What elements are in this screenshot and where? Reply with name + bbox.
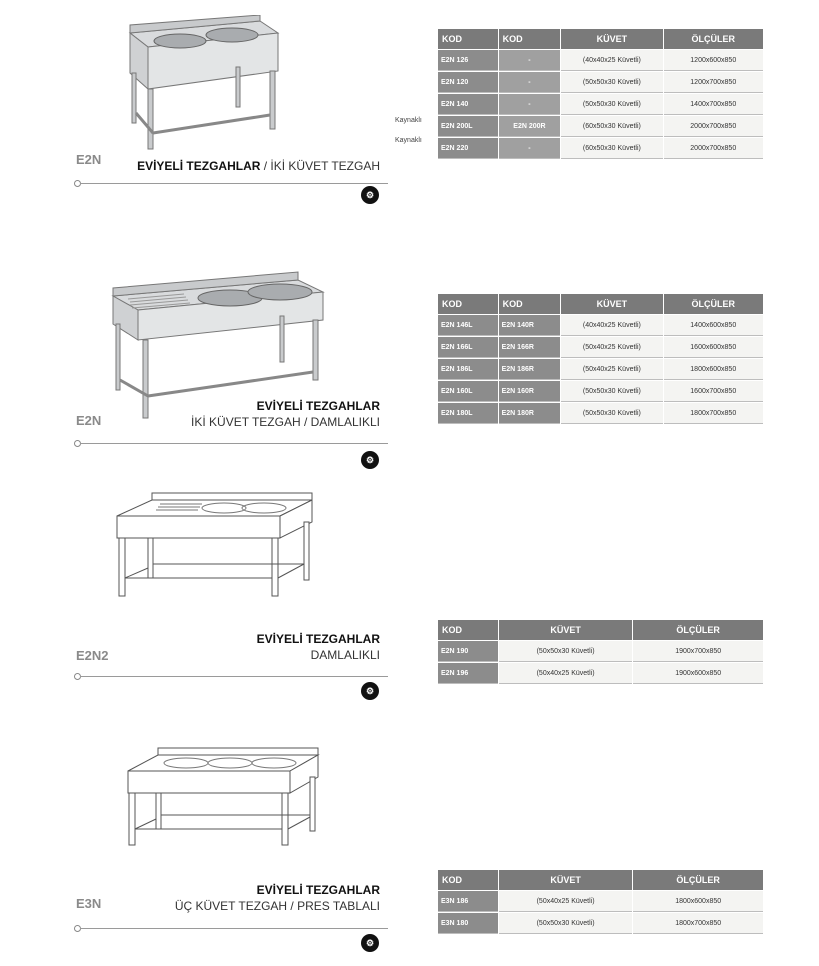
product-title (137, 158, 380, 174)
divider-line (80, 928, 388, 929)
cell-kuvet: (40x40x25 Küvetli) (561, 50, 662, 71)
table-row (438, 359, 763, 380)
product-title (257, 631, 380, 663)
certification-mark-icon: ⚙ (361, 186, 379, 204)
side-note: Kaynaklı (395, 117, 422, 124)
certification-mark-icon: ⚙ (361, 451, 379, 469)
product-title-bold: EVİYELİ TEZGAHLAR (137, 159, 261, 173)
table-row (438, 116, 763, 137)
cell-kuvet: (40x40x25 Küvetli) (561, 315, 662, 336)
product-image-e2n-double-sink (120, 15, 285, 155)
header-kod: KOD (499, 29, 561, 49)
cell-olculer: 1200x600x850 (664, 50, 763, 71)
cell-kod: E2N 140 (438, 94, 498, 115)
header-kod: KOD (438, 294, 498, 314)
table-row (438, 891, 763, 912)
cell-kod: E2N 160L (438, 381, 498, 402)
cell-kod: E2N 166L (438, 337, 498, 358)
cell-kod: E2N 180L (438, 403, 498, 424)
certification-mark-icon: ⚙ (361, 934, 379, 952)
cell-kod: E2N 200L (438, 116, 498, 137)
cell-kuvet: (60x50x30 Küvetli) (561, 116, 662, 137)
cell-olculer: 1900x700x850 (633, 641, 763, 662)
header-kod: KOD (499, 294, 561, 314)
table-row (438, 50, 763, 71)
cell-kuvet: (50x50x30 Küvetli) (561, 94, 662, 115)
cell-kod: E2N 120 (438, 72, 498, 93)
cell-kod-alt: E2N 186R (499, 359, 561, 380)
product-title-bold: EVİYELİ TEZGAHLAR (256, 399, 380, 413)
table-row (438, 72, 763, 93)
product-image-e3n-line-drawing (124, 745, 322, 851)
cell-kuvet: (50x40x25 Küvetli) (561, 359, 662, 380)
cell-olculer: 1800x700x850 (633, 913, 763, 934)
table-row (438, 315, 763, 336)
cell-kod-alt: E2N 140R (499, 315, 561, 336)
product-code: E3N (76, 896, 102, 911)
cell-kod: E2N 196 (438, 663, 498, 684)
divider-line (80, 443, 388, 444)
table-row (438, 138, 763, 159)
cell-olculer: 1400x600x850 (664, 315, 763, 336)
cell-kod: E2N 186L (438, 359, 498, 380)
cell-olculer: 2000x700x850 (664, 138, 763, 159)
product-image-e2n2-line-drawing (112, 490, 317, 602)
cell-kod-alt: E2N 180R (499, 403, 561, 424)
cell-kuvet: (50x50x30 Küvetli) (561, 72, 662, 93)
cell-kod-alt: - (499, 138, 561, 159)
header-kuvet: KÜVET (561, 29, 662, 49)
cell-kod: E2N 146L (438, 315, 498, 336)
cell-olculer: 1900x600x850 (633, 663, 763, 684)
table-row (438, 337, 763, 358)
product-title (175, 882, 380, 914)
cell-olculer: 1800x600x850 (633, 891, 763, 912)
header-kod: KOD (438, 620, 498, 640)
cell-kod-alt: - (499, 94, 561, 115)
cell-kuvet: (50x40x25 Küvetli) (561, 337, 662, 358)
side-note: Kaynaklı (395, 137, 422, 144)
product-title-bold: EVİYELİ TEZGAHLAR (256, 632, 380, 646)
cell-kod-alt: - (499, 72, 561, 93)
cell-kod: E2N 126 (438, 50, 498, 71)
table-row (438, 403, 763, 424)
cell-kod-alt: E2N 160R (499, 381, 561, 402)
divider-line (80, 676, 388, 677)
cell-kod: E2N 220 (438, 138, 498, 159)
product-code: E2N2 (76, 648, 109, 663)
cell-olculer: 1200x700x850 (664, 72, 763, 93)
spec-table (437, 293, 764, 425)
cell-olculer: 1800x700x850 (664, 403, 763, 424)
header-olculer: ÖLÇÜLER (633, 870, 763, 890)
cell-kod-alt: - (499, 50, 561, 71)
cell-olculer: 1800x600x850 (664, 359, 763, 380)
cell-kod-alt: E2N 166R (499, 337, 561, 358)
header-olculer: ÖLÇÜLER (664, 29, 763, 49)
header-kuvet: KÜVET (499, 870, 633, 890)
cell-olculer: 1400x700x850 (664, 94, 763, 115)
product-title-line2: İKİ KÜVET TEZGAH / DAMLALIKLI (191, 415, 380, 429)
product-title-line2: ÜÇ KÜVET TEZGAH / PRES TABLALI (174, 899, 380, 913)
product-title (191, 398, 380, 430)
header-kuvet: KÜVET (499, 620, 633, 640)
cell-kuvet: (60x50x30 Küvetli) (561, 138, 662, 159)
table-row (438, 94, 763, 115)
cell-kuvet: (50x50x30 Küvetli) (499, 913, 633, 934)
cell-kuvet: (50x40x25 Küvetli) (499, 663, 633, 684)
cell-kuvet: (50x50x30 Küvetli) (561, 403, 662, 424)
header-olculer: ÖLÇÜLER (633, 620, 763, 640)
cell-olculer: 1600x600x850 (664, 337, 763, 358)
cell-kuvet: (50x40x25 Küvetli) (499, 891, 633, 912)
spec-table (437, 619, 764, 685)
header-olculer: ÖLÇÜLER (664, 294, 763, 314)
spec-table (437, 869, 764, 935)
cell-kod: E3N 180 (438, 913, 498, 934)
cell-kuvet: (50x50x30 Küvetli) (561, 381, 662, 402)
table-row (438, 913, 763, 934)
table-row (438, 663, 763, 684)
product-title-light: / İKİ KÜVET TEZGAH (260, 159, 380, 173)
header-kuvet: KÜVET (561, 294, 662, 314)
cell-kod: E2N 190 (438, 641, 498, 662)
divider-line (80, 183, 388, 184)
cell-kuvet: (50x50x30 Küvetli) (499, 641, 633, 662)
cell-olculer: 2000x700x850 (664, 116, 763, 137)
cell-kod: E3N 186 (438, 891, 498, 912)
spec-table (437, 28, 764, 160)
certification-mark-icon: ⚙ (361, 682, 379, 700)
product-title-bold: EVİYELİ TEZGAHLAR (256, 883, 380, 897)
cell-kod-alt: E2N 200R (499, 116, 561, 137)
product-code: E2N (76, 413, 102, 428)
header-kod: KOD (438, 870, 498, 890)
header-kod: KOD (438, 29, 498, 49)
table-row (438, 641, 763, 662)
product-code: E2N (76, 152, 102, 167)
cell-olculer: 1600x700x850 (664, 381, 763, 402)
table-row (438, 381, 763, 402)
product-title-line2: DAMLALIKLI (310, 648, 380, 662)
